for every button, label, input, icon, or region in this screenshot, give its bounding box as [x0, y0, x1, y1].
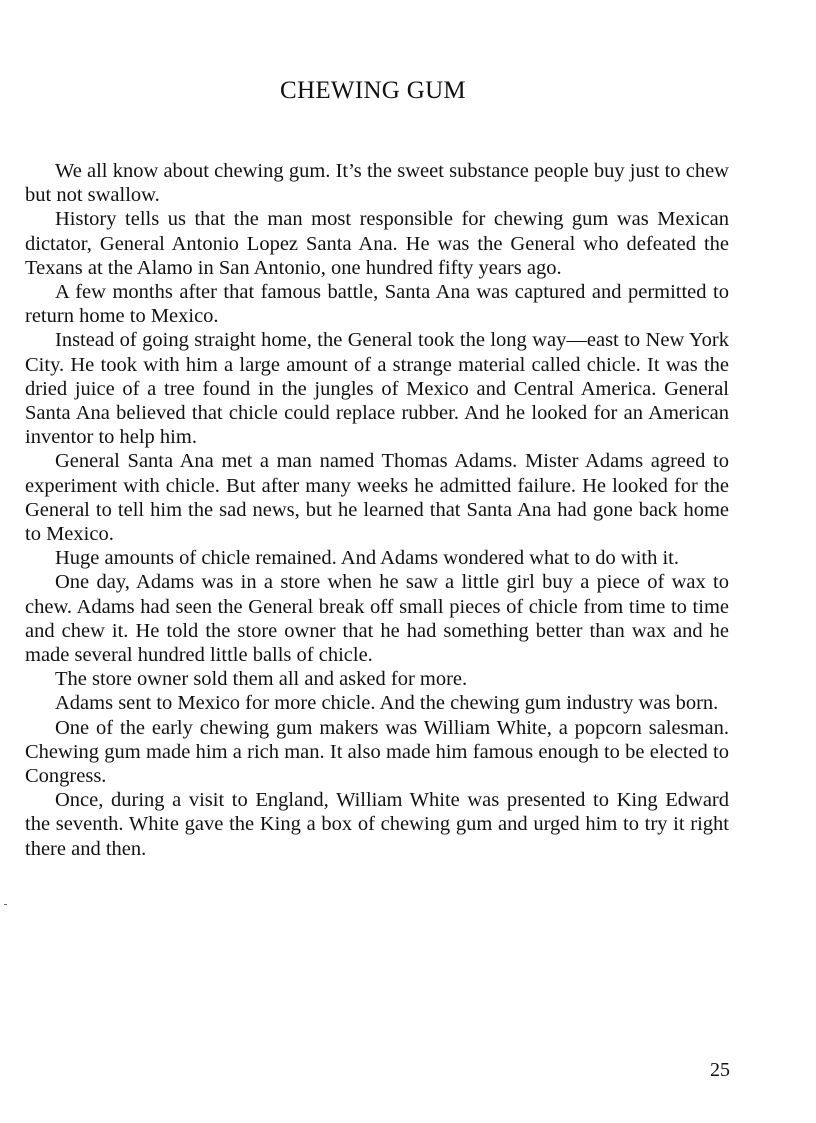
- scan-speck: [4, 904, 7, 905]
- paragraph: Huge amounts of chicle remained. And Adams wondered what to do with it.: [55, 547, 679, 570]
- paragraph: Instead of going straight home, the General took the long way—east to New York City. He took with him a large amount of a strange material called chicle. It was the dried juice of a tree found in the jungles of Mexico and Central America. General Santa Ana believed that chicle could replace rubber. And he looked for an American inventor to help him.: [25, 329, 729, 449]
- paragraph: Once, during a visit to England, William White was presented to King Edward the seventh. White gave the King a box of chewing gum and urged him to try it right there and then.: [25, 789, 729, 860]
- body-text: [25, 159, 729, 861]
- paragraph: One day, Adams was in a store when he saw a little girl buy a piece of wax to chew. Adams had seen the General break off small pieces of chicle from time to time and chew it. He told the store owner that he had something better than wax and he made several hundred little balls of chicle.: [25, 571, 729, 667]
- paragraph: The store owner sold them all and asked for more.: [55, 668, 468, 691]
- page-title: CHEWING GUM: [280, 77, 466, 104]
- paragraph: One of the early chewing gum makers was William White, a popcorn salesman. Chewing gum made him a rich man. It also made him famous enough to be elected to Congress.: [25, 716, 729, 788]
- paragraph: A few months after that famous battle, Santa Ana was captured and permitted to return home to Mexico.: [25, 281, 729, 328]
- paragraph: History tells us that the man most responsible for chewing gum was Mexican dictator, General Antonio Lopez Santa Ana. He was the General who defeated the Texans at the Alamo in San Antonio, one hundred fifty years ago.: [25, 208, 729, 279]
- page-number: 25: [710, 1059, 730, 1081]
- paragraph: We all know about chewing gum. It’s the sweet substance people buy just to chew but not swallow.: [25, 160, 729, 207]
- paragraph: Adams sent to Mexico for more chicle. And the chewing gum industry was born.: [55, 692, 719, 715]
- paragraph: General Santa Ana met a man named Thomas Adams. Mister Adams agreed to experiment with chicle. But after many weeks he admitted failure. He looked for the General to tell him the sad news, but he learned that Santa Ana had gone back home to Mexico.: [25, 450, 729, 546]
